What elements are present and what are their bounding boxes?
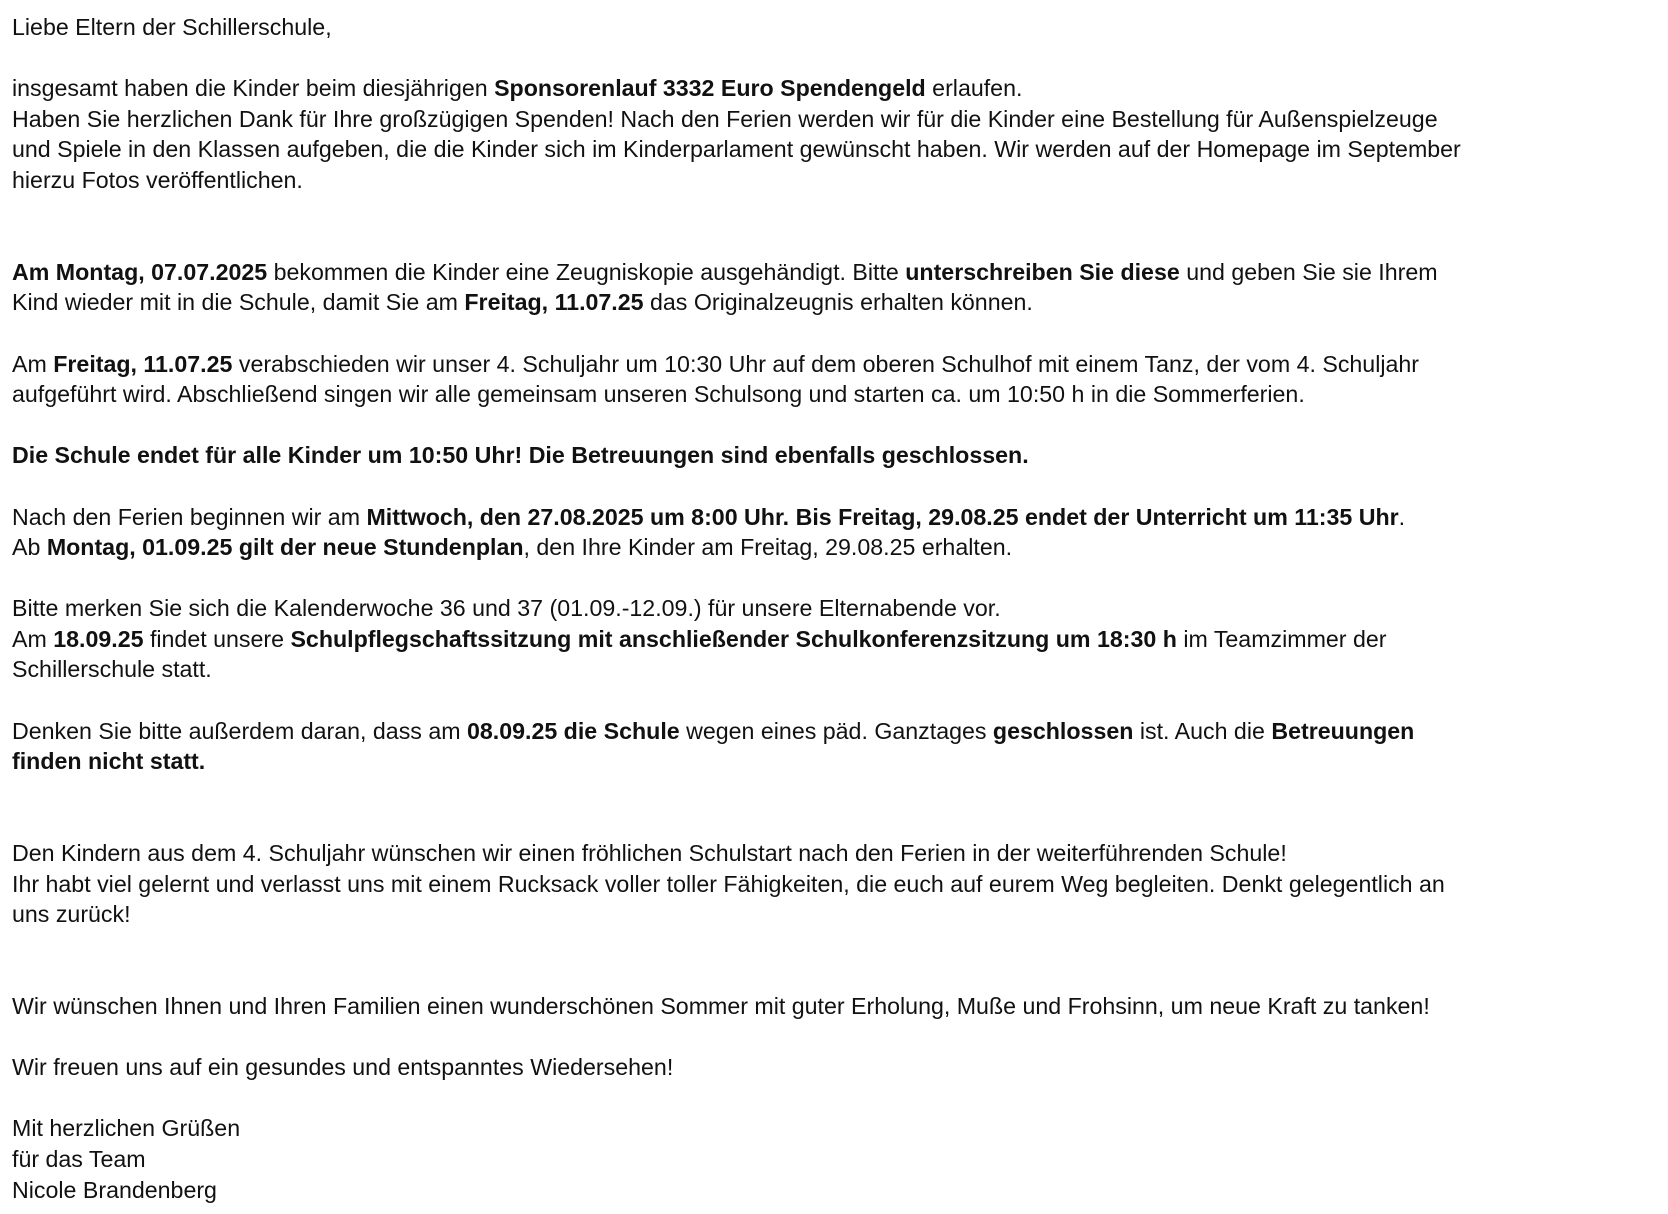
viertklaessler-line-3: uns zurück! xyxy=(12,901,131,928)
text-run: und geben Sie sie Ihrem xyxy=(1179,258,1438,285)
paragraph-sponsorenlauf xyxy=(12,73,1662,195)
bold-highlight: finden nicht statt. xyxy=(12,748,206,775)
text-run: erlaufen. xyxy=(925,75,1023,102)
sponsorenlauf-line-3: und Spiele in den Klassen aufgeben, die die Kinder sich im Kinderparlament gewünscht haben. Wir werden auf der Homepage im September xyxy=(12,136,1461,163)
text-run: Ab xyxy=(12,534,47,561)
ganztag-line-1 xyxy=(12,716,1662,747)
paragraph-ganztag xyxy=(12,716,1662,777)
ganztag-line-2 xyxy=(12,746,1662,777)
signature-name: Nicole Brandenberg xyxy=(12,1176,217,1203)
text-run: findet unsere xyxy=(143,625,291,652)
zeugniskopie-line-1 xyxy=(12,257,1662,288)
bold-highlight: Betreuungen xyxy=(1271,717,1415,744)
donation-amount: Sponsorenlauf 3332 Euro Spendengeld xyxy=(494,75,926,102)
paragraph-gap xyxy=(12,471,1662,502)
text-run: bekommen die Kinder eine Zeugniskopie ausgehändigt. Bitte xyxy=(267,258,906,285)
paragraph-gap xyxy=(12,318,1662,349)
wiedersehen: Wir freuen uns auf ein gesundes und entspanntes Wiedersehen! xyxy=(12,1054,674,1081)
closing-greeting: Mit herzlichen Grüßen xyxy=(12,1115,241,1142)
text-run: das Originalzeugnis erhalten können. xyxy=(643,289,1033,316)
paragraph-gap xyxy=(12,1022,1662,1053)
verabschiedung-line-2: aufgeführt wird. Abschließend singen wir alle gemeinsam unseren Schulsong und starten ca. um 10:50 h in die Sommerferien. xyxy=(12,381,1305,408)
paragraph-gap xyxy=(12,1083,1662,1114)
bold-highlight: Mittwoch, den 27.08.2025 um 8:00 Uhr. Bis Freitag, 29.08.25 endet der Unterricht um 11:35 Uhr xyxy=(366,503,1399,530)
text-run: Am xyxy=(12,350,54,377)
text-run: wegen eines päd. Ganztages xyxy=(679,717,993,744)
elternabende-line-1: Bitte merken Sie sich die Kalenderwoche 36 und 37 (01.09.-12.09.) für unsere Elternabende vor. xyxy=(12,595,1001,622)
viertklaessler-line-1: Den Kindern aus dem 4. Schuljahr wünschen wir einen fröhlichen Schulstart nach den Ferien in der weiterführenden Schule! xyxy=(12,840,1287,867)
text-run: Kind wieder mit in die Schule, damit Sie am xyxy=(12,289,465,316)
bold-highlight: geschlossen xyxy=(992,717,1134,744)
sponsorenlauf-line-2: Haben Sie herzlichen Dank für Ihre großzügigen Spenden! Nach den Ferien werden wir für die Kinder eine Bestellung für Außenspielzeuge xyxy=(12,105,1438,132)
text-run: , den Ihre Kinder am Freitag, 29.08.25 erhalten. xyxy=(523,534,1013,561)
paragraph-zeugniskopie xyxy=(12,257,1662,318)
text-run: insgesamt haben die Kinder beim diesjährigen xyxy=(12,75,495,102)
zeugniskopie-line-2 xyxy=(12,287,1662,318)
paragraph-gap xyxy=(12,777,1662,838)
sponsorenlauf-line-1 xyxy=(12,73,1662,104)
closing xyxy=(12,1113,1662,1205)
date-highlight: Am Montag, 07.07.2025 xyxy=(12,258,268,285)
ferienende-line-2 xyxy=(12,532,1662,563)
sommerwuensche: Wir wünschen Ihnen und Ihren Familien einen wunderschönen Sommer mit guter Erholung, Muße und Frohsinn, um neue Kraft zu tanken! xyxy=(12,993,1430,1019)
sponsorenlauf-line-4: hierzu Fotos veröffentlichen. xyxy=(12,166,303,193)
paragraph-gap xyxy=(12,930,1662,991)
paragraph-gap xyxy=(12,410,1662,441)
date-highlight: Freitag, 11.07.25 xyxy=(53,350,233,377)
date-highlight: 18.09.25 xyxy=(53,625,144,652)
bold-highlight: Schulpflegschaftssitzung mit anschließender Schulkonferenzsitzung um 18:30 h xyxy=(290,625,1177,652)
bold-highlight: Montag, 01.09.25 gilt der neue Stundenplan xyxy=(46,534,524,561)
text-run: Denken Sie bitte außerdem daran, dass am xyxy=(12,717,467,744)
paragraph-gap xyxy=(12,685,1662,716)
salutation: Liebe Eltern der Schillerschule, xyxy=(12,14,332,40)
elternabende-line-2 xyxy=(12,624,1662,655)
text-run: im Teamzimmer der xyxy=(1176,625,1387,652)
schulende-line-1 xyxy=(12,440,1662,471)
text-run: ist. Auch die xyxy=(1133,717,1272,744)
closing-team: für das Team xyxy=(12,1145,146,1172)
paragraph-elternabende xyxy=(12,593,1662,685)
bold-notice: Die Schule endet für alle Kinder um 10:50 Uhr! Die Betreuungen sind ebenfalls geschlossen. xyxy=(12,442,1029,469)
paragraph-verabschiedung xyxy=(12,349,1662,410)
text-run: Am xyxy=(12,625,54,652)
bold-highlight: 08.09.25 die Schule xyxy=(466,717,680,744)
text-run: . xyxy=(1398,503,1406,530)
paragraph-gap xyxy=(12,563,1662,594)
paragraph-viertklaessler xyxy=(12,838,1662,930)
paragraph-gap xyxy=(12,196,1662,257)
text-run: verabschieden wir unser 4. Schuljahr um 10:30 Uhr auf dem oberen Schulhof mit einem Tanz, der vom 4. Schuljahr xyxy=(232,350,1420,377)
paragraph-schulende xyxy=(12,440,1662,471)
paragraph-gap xyxy=(12,43,1662,74)
text-run: Nach den Ferien beginnen wir am xyxy=(12,503,367,530)
elternabende-line-3: Schillerschule statt. xyxy=(12,656,212,683)
bold-highlight: unterschreiben Sie diese xyxy=(905,258,1180,285)
date-highlight: Freitag, 11.07.25 xyxy=(464,289,644,316)
ferienende-line-1 xyxy=(12,502,1662,533)
verabschiedung-line-1 xyxy=(12,349,1662,380)
paragraph-ferienende xyxy=(12,502,1662,563)
viertklaessler-line-2: Ihr habt viel gelernt und verlasst uns mit einem Rucksack voller toller Fähigkeiten, die euch auf eurem Weg begleiten. Denkt gelegentlich an xyxy=(12,870,1445,897)
